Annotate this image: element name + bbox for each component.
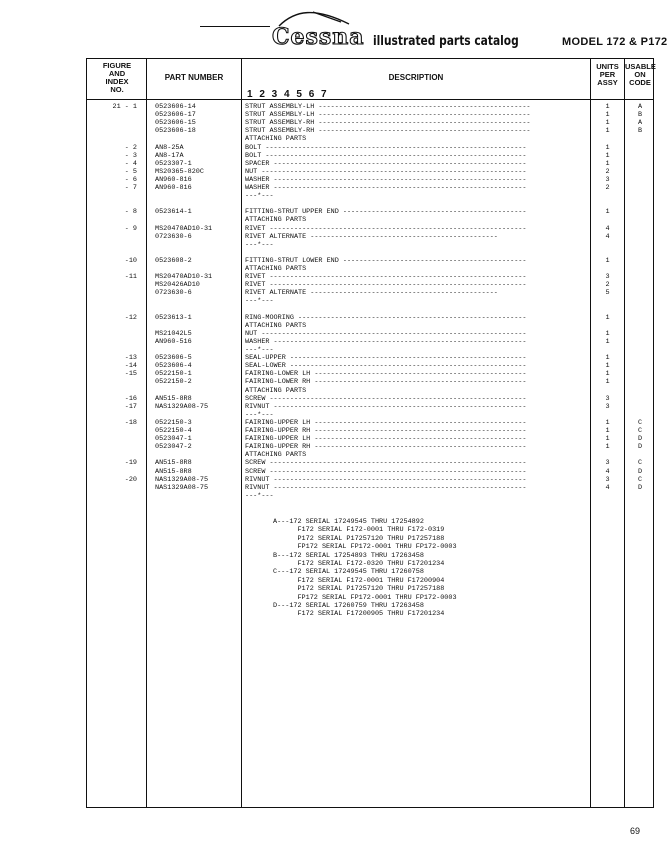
note-line: P172 SERIAL P17257120 THRU P17257188: [273, 585, 445, 594]
part-number: NAS1329A08-75: [155, 402, 209, 411]
cessna-logo: Cessna: [272, 24, 365, 50]
units-per-assy: 1: [605, 354, 610, 363]
usable-code: C: [637, 418, 643, 427]
part-number: 0523307-1: [155, 159, 192, 168]
description: ---*---: [245, 297, 274, 306]
table-row: [87, 257, 655, 265]
description: ---*---: [245, 240, 274, 249]
units-per-assy: 1: [605, 313, 610, 322]
description: ---*---: [245, 346, 274, 354]
description: FITTING-STRUT UPPER END ---------------------------------------------: [245, 208, 527, 217]
description: RIVET ---------------------------------------------------------------: [245, 273, 527, 282]
index-number: -16: [124, 394, 137, 403]
index-number: -10: [124, 256, 137, 265]
part-number: MS21042L5: [155, 329, 192, 338]
table-row: [87, 265, 655, 273]
units-per-assy: 1: [605, 143, 610, 152]
note-line: F172 SERIAL F172-0320 THRU F17201234: [273, 560, 445, 569]
part-number: 0523614-1: [155, 208, 192, 217]
table-row: [87, 459, 655, 467]
table-row: [87, 411, 655, 419]
table-row: [87, 184, 655, 192]
table-row: [87, 362, 655, 370]
description: SEAL-UPPER ----------------------------------------------------------: [245, 354, 527, 363]
units-per-assy: 5: [605, 289, 610, 298]
table-row: [87, 378, 655, 386]
index-number: - 3: [124, 151, 137, 160]
table-row: [87, 484, 655, 492]
index-number: - 5: [124, 167, 137, 176]
table-row: [87, 370, 655, 378]
table-row: [87, 144, 655, 152]
part-number: AN8-25A: [155, 143, 184, 152]
note-line: D---172 SERIAL 17260759 THRU 17263458: [273, 602, 424, 611]
description: ATTACHING PARTS: [245, 386, 307, 395]
description: ---*---: [245, 192, 274, 201]
table-row: [87, 127, 655, 135]
description: ATTACHING PARTS: [245, 451, 307, 460]
part-number: 0523613-1: [155, 313, 192, 322]
usable-code: B: [637, 111, 643, 120]
description: FITTING-STRUT LOWER END ---------------------------------------------: [245, 256, 527, 265]
description: SCREW ---------------------------------------------------------------: [245, 467, 527, 476]
note-line: FP172 SERIAL FP172-0001 THRU FP172-0003: [273, 593, 457, 602]
table-row: [87, 395, 655, 403]
part-number: AN515-8R8: [155, 467, 192, 476]
units-per-assy: 1: [605, 127, 610, 136]
part-number: 0522150-1: [155, 370, 192, 379]
table-row: [87, 208, 655, 216]
part-number: 0522150-3: [155, 418, 192, 427]
units-per-assy: 1: [605, 208, 610, 217]
table-row: [87, 435, 655, 443]
part-number: 0723630-6: [155, 289, 192, 298]
table-row: [87, 103, 655, 111]
part-number: 0523608-2: [155, 256, 192, 265]
units-per-assy: 3: [605, 475, 610, 484]
description: ATTACHING PARTS: [245, 216, 307, 225]
description: NUT -----------------------------------------------------------------: [245, 167, 527, 176]
description: FAIRING-UPPER RH ----------------------------------------------------: [245, 427, 527, 435]
page-number: 69: [630, 826, 641, 836]
usable-code: C: [637, 427, 643, 435]
index-number: - 8: [124, 208, 137, 217]
table-row: [87, 176, 655, 184]
index-number: -13: [124, 354, 137, 363]
description: NUT -----------------------------------------------------------------: [245, 329, 527, 338]
table-row: [87, 216, 655, 224]
part-number: 0522150-4: [155, 427, 192, 435]
index-number: -17: [124, 402, 137, 411]
description: WASHER --------------------------------------------------------------: [245, 175, 527, 184]
index-number: -15: [124, 370, 137, 379]
table-row: [87, 306, 655, 314]
units-per-assy: 1: [605, 427, 610, 435]
header-part-number: PART NUMBER: [164, 73, 224, 82]
index-number: - 4: [124, 159, 137, 168]
part-number: 0723630-6: [155, 232, 192, 241]
units-per-assy: 3: [605, 273, 610, 282]
part-number: NAS1329A08-75: [155, 475, 209, 484]
table-row: [87, 135, 655, 143]
units-per-assy: 2: [605, 281, 610, 290]
index-number: 21 - 1: [112, 103, 137, 111]
header-usable-on-code: USABLE ON CODE: [625, 62, 656, 87]
units-per-assy: 3: [605, 175, 610, 184]
table-row: [87, 281, 655, 289]
usable-code: D: [637, 435, 643, 444]
part-number: 0523606-17: [155, 111, 196, 120]
units-per-assy: 1: [605, 151, 610, 160]
usable-code: C: [637, 459, 643, 468]
description: STRUT ASSEMBLY-RH ----------------------------------------------------: [245, 127, 531, 136]
part-number: 0523606-5: [155, 354, 192, 363]
table-row: [87, 273, 655, 281]
table-row: [87, 419, 655, 427]
header-units-per-assy: UNITS PER ASSY: [596, 62, 619, 87]
table-row: [87, 314, 655, 322]
table-row: [87, 168, 655, 176]
index-number: -20: [124, 475, 137, 484]
units-per-assy: 1: [605, 418, 610, 427]
parts-table: [86, 58, 654, 808]
units-per-assy: 4: [605, 467, 610, 476]
usable-code: C: [637, 475, 643, 484]
table-row: [87, 387, 655, 395]
description: RIVET ---------------------------------------------------------------: [245, 224, 527, 233]
index-number: -18: [124, 418, 137, 427]
units-per-assy: 1: [605, 337, 610, 346]
units-per-assy: 2: [605, 184, 610, 192]
header-indent-levels: 1 2 3 4 5 6 7: [247, 89, 329, 100]
description: SCREW ---------------------------------------------------------------: [245, 459, 527, 468]
units-per-assy: 1: [605, 256, 610, 265]
units-per-assy: 4: [605, 232, 610, 241]
units-per-assy: 2: [605, 167, 610, 176]
note-line: B---172 SERIAL 17254893 THRU 17263458: [273, 551, 424, 560]
description: STRUT ASSEMBLY-LH ----------------------------------------------------: [245, 103, 531, 111]
part-number: AN960-816: [155, 175, 192, 184]
note-line: FP172 SERIAL FP172-0001 THRU FP172-0003: [273, 543, 457, 552]
usable-code: A: [637, 103, 643, 111]
part-number: NAS1329A08-75: [155, 483, 209, 492]
description: ATTACHING PARTS: [245, 265, 307, 273]
index-number: -19: [124, 459, 137, 468]
units-per-assy: 3: [605, 402, 610, 411]
catalog-title: illustrated parts catalog: [373, 34, 519, 49]
part-number: AN960-816: [155, 184, 192, 192]
units-per-assy: 1: [605, 435, 610, 444]
description: ---*---: [245, 410, 274, 419]
description: ATTACHING PARTS: [245, 135, 307, 144]
table-row: [87, 476, 655, 484]
description: RIVET ALTERNATE ----------------------------------------------: [245, 289, 498, 298]
units-per-assy: 1: [605, 370, 610, 379]
serial-effectivity-notes: [273, 518, 457, 619]
index-number: - 2: [124, 143, 137, 152]
description: WASHER --------------------------------------------------------------: [245, 184, 527, 192]
table-row: [87, 297, 655, 305]
header-divider: [87, 99, 653, 100]
usable-code: A: [637, 119, 643, 128]
table-row: [87, 451, 655, 459]
table-row: [87, 192, 655, 200]
index-number: -11: [124, 273, 137, 282]
logo-rule: [200, 26, 270, 27]
description: SEAL-LOWER ----------------------------------------------------------: [245, 362, 527, 371]
table-row: [87, 427, 655, 435]
table-row: [87, 233, 655, 241]
description: STRUT ASSEMBLY-LH ----------------------------------------------------: [245, 111, 531, 120]
part-number: MS20470AD10-31: [155, 224, 213, 233]
usable-code: D: [637, 467, 643, 476]
note-line: F172 SERIAL F172-0001 THRU F17200904: [273, 576, 445, 585]
description: RIVNUT --------------------------------------------------------------: [245, 483, 527, 492]
units-per-assy: 1: [605, 362, 610, 371]
description: BOLT ----------------------------------------------------------------: [245, 143, 527, 152]
units-per-assy: 1: [605, 443, 610, 452]
units-per-assy: 1: [605, 378, 610, 387]
part-number: AN960-516: [155, 337, 192, 346]
index-number: - 7: [124, 184, 137, 192]
note-line: A---172 SERIAL 17249545 THRU 17254892: [273, 518, 424, 526]
table-row: [87, 225, 655, 233]
part-number: 0523606-15: [155, 119, 196, 128]
units-per-assy: 1: [605, 111, 610, 120]
units-per-assy: 4: [605, 483, 610, 492]
description: RIVET ---------------------------------------------------------------: [245, 281, 527, 290]
table-row: [87, 443, 655, 451]
description: FAIRING-LOWER RH ----------------------------------------------------: [245, 378, 527, 387]
units-per-assy: 1: [605, 103, 610, 111]
table-row: [87, 354, 655, 362]
description: BOLT ----------------------------------------------------------------: [245, 151, 527, 160]
table-row: [87, 152, 655, 160]
units-per-assy: 1: [605, 159, 610, 168]
page-header: [0, 0, 672, 60]
header-figure-index: FIGURE AND INDEX NO.: [102, 61, 132, 94]
part-number: AN515-8R8: [155, 394, 192, 403]
usable-code: B: [637, 127, 643, 136]
description: FAIRING-LOWER LH ----------------------------------------------------: [245, 370, 527, 379]
header-description: DESCRIPTION: [388, 73, 444, 82]
part-number: MS20365-820C: [155, 167, 204, 176]
index-number: - 6: [124, 175, 137, 184]
table-row: [87, 468, 655, 476]
index-number: -14: [124, 362, 137, 371]
table-row: [87, 160, 655, 168]
table-row: [87, 322, 655, 330]
index-number: -12: [124, 313, 137, 322]
description: ---*---: [245, 491, 274, 500]
index-number: - 9: [124, 224, 137, 233]
part-number: 0523047-1: [155, 435, 192, 444]
description: RING-MOORING --------------------------------------------------------: [245, 313, 527, 322]
table-row: [87, 200, 655, 208]
table-row: [87, 241, 655, 249]
description: ATTACHING PARTS: [245, 321, 307, 330]
table-row: [87, 338, 655, 346]
units-per-assy: 3: [605, 394, 610, 403]
usable-code: D: [637, 443, 643, 452]
note-line: F172 SERIAL F172-0001 THRU F172-0319: [273, 526, 445, 535]
description: RIVNUT --------------------------------------------------------------: [245, 402, 527, 411]
table-row: [87, 249, 655, 257]
units-per-assy: 1: [605, 119, 610, 128]
description: WASHER --------------------------------------------------------------: [245, 337, 527, 346]
part-number: 0523606-18: [155, 127, 196, 136]
description: FAIRING-UPPER LH ----------------------------------------------------: [245, 418, 527, 427]
description: SPACER --------------------------------------------------------------: [245, 159, 527, 168]
description: FAIRING-UPPER LH ----------------------------------------------------: [245, 435, 527, 444]
table-row: [87, 492, 655, 500]
part-number: 0523606-14: [155, 103, 196, 111]
note-line: F172 SERIAL F17200905 THRU F17201234: [273, 610, 445, 619]
table-row: [87, 346, 655, 354]
part-number: AN8-17A: [155, 151, 184, 160]
part-number: 0523606-4: [155, 362, 192, 371]
usable-code: D: [637, 483, 643, 492]
description: FAIRING-UPPER RH ----------------------------------------------------: [245, 443, 527, 452]
table-row: [87, 111, 655, 119]
description: RIVET ALTERNATE ----------------------------------------------: [245, 232, 498, 241]
part-number: AN515-8R8: [155, 459, 192, 468]
units-per-assy: 3: [605, 459, 610, 468]
part-number: MS20470AD10-31: [155, 273, 213, 282]
description: SCREW ---------------------------------------------------------------: [245, 394, 527, 403]
part-number: 0522150-2: [155, 378, 192, 387]
model-label: MODEL 172 & P172: [562, 36, 668, 48]
note-line: C---172 SERIAL 17249545 THRU 17260758: [273, 568, 424, 577]
units-per-assy: 4: [605, 224, 610, 233]
description: STRUT ASSEMBLY-RH ----------------------------------------------------: [245, 119, 531, 128]
table-row: [87, 403, 655, 411]
note-line: P172 SERIAL P17257120 THRU P17257188: [273, 534, 445, 543]
description: RIVNUT --------------------------------------------------------------: [245, 475, 527, 484]
part-number: MS20426AD10: [155, 281, 200, 290]
table-row: [87, 330, 655, 338]
part-number: 0523047-2: [155, 443, 192, 452]
table-row: [87, 289, 655, 297]
units-per-assy: 1: [605, 329, 610, 338]
table-row: [87, 119, 655, 127]
